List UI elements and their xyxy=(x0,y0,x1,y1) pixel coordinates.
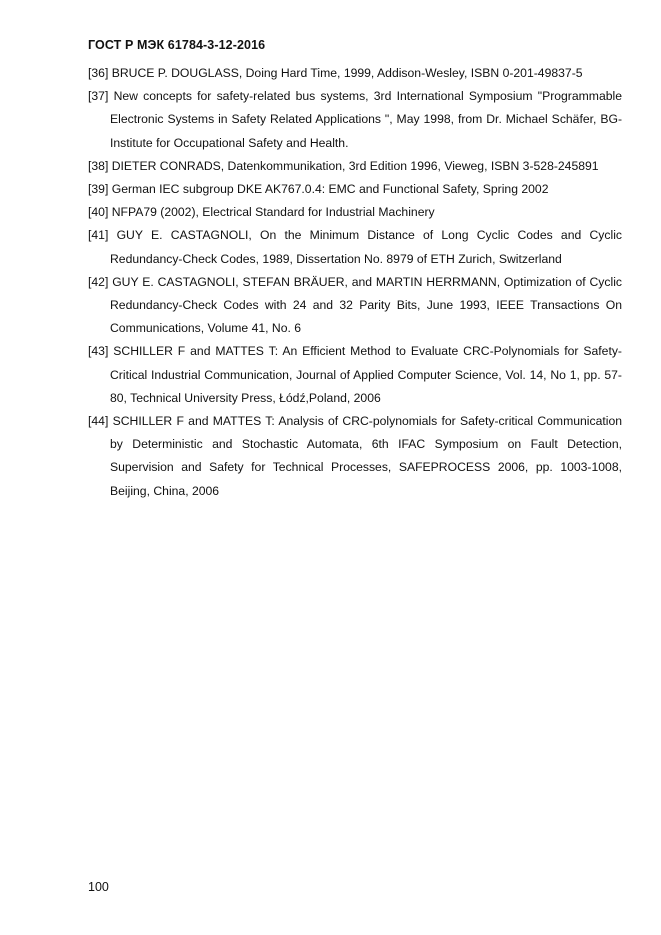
reference-item xyxy=(88,85,622,155)
reference-item xyxy=(88,201,622,224)
reference-number: [44] xyxy=(88,414,109,429)
reference-item xyxy=(88,224,622,270)
reference-item xyxy=(88,271,622,341)
reference-item xyxy=(88,62,622,85)
reference-text: SCHILLER F and MATTES T: Analysis of CRC-polynomials for Safety-critical Communication by Deterministic and Stochastic Automata, 6th IFAC Symposium on Fault Detection, Supervision and Safety for Technical Processes, SAFEPROCESS 2006, pp. 1003-1008, Beijing, China, 2006 xyxy=(110,414,623,498)
reference-number: [43] xyxy=(88,344,109,359)
reference-item xyxy=(88,178,622,201)
standard-title: ГОСТ Р МЭК 61784-3-12-2016 xyxy=(88,38,266,52)
reference-text: New concepts for safety-related bus systems, 3rd International Symposium "Programmable Electronic Systems in Safety Related Applications ", May 1998, from Dr. Michael Schäfer, BG-Institute for Occupational Safety and Health. xyxy=(110,89,622,150)
reference-text: GUY E. CASTAGNOLI, STEFAN BRÄUER, and MARTIN HERRMANN, Optimization of Cyclic Redundancy-Check Codes with 24 and 32 Parity Bits, June 1993, IEEE Transactions On Communications, Volume 41, No. 6 xyxy=(110,274,623,336)
reference-item xyxy=(88,155,622,178)
reference-number: [37] xyxy=(88,89,109,104)
reference-text: GUY E. CASTAGNOLI, On the Minimum Distance of Long Cyclic Codes and Cyclic Redundancy-Check Codes, 1989, Dissertation No. 8979 of ETH Zurich, Switzerland xyxy=(110,228,622,266)
reference-text: DIETER CONRADS, Datenkommunikation, 3rd Edition 1996, Vieweg, ISBN 3-528-245891 xyxy=(111,158,599,173)
reference-text: NFPA79 (2002), Electrical Standard for Industrial Machinery xyxy=(111,205,435,220)
reference-text: SCHILLER F and MATTES T: An Efficient Method to Evaluate CRC-Polynomials for Safety-Critical Industrial Communication, Journal of Applied Computer Science, Vol. 14, No 1, pp. 57-80, Technical University Press, Łódź,Poland, 2006 xyxy=(110,344,622,405)
reference-text: German IEC subgroup DKE AK767.0.4: EMC and Functional Safety, Spring 2002 xyxy=(111,182,549,197)
reference-number: [42] xyxy=(88,274,109,289)
reference-number: [36] xyxy=(88,66,109,80)
reference-number: [38] xyxy=(88,158,109,173)
reference-item xyxy=(88,340,622,410)
page-number: 100 xyxy=(88,880,109,894)
reference-number: [41] xyxy=(88,228,109,243)
reference-item xyxy=(88,410,622,503)
reference-number: [39] xyxy=(88,182,109,197)
reference-list xyxy=(88,62,622,503)
reference-text: BRUCE P. DOUGLASS, Doing Hard Time, 1999, Addison-Wesley, ISBN 0-201-49837-5 xyxy=(111,66,583,80)
reference-number: [40] xyxy=(88,205,109,220)
